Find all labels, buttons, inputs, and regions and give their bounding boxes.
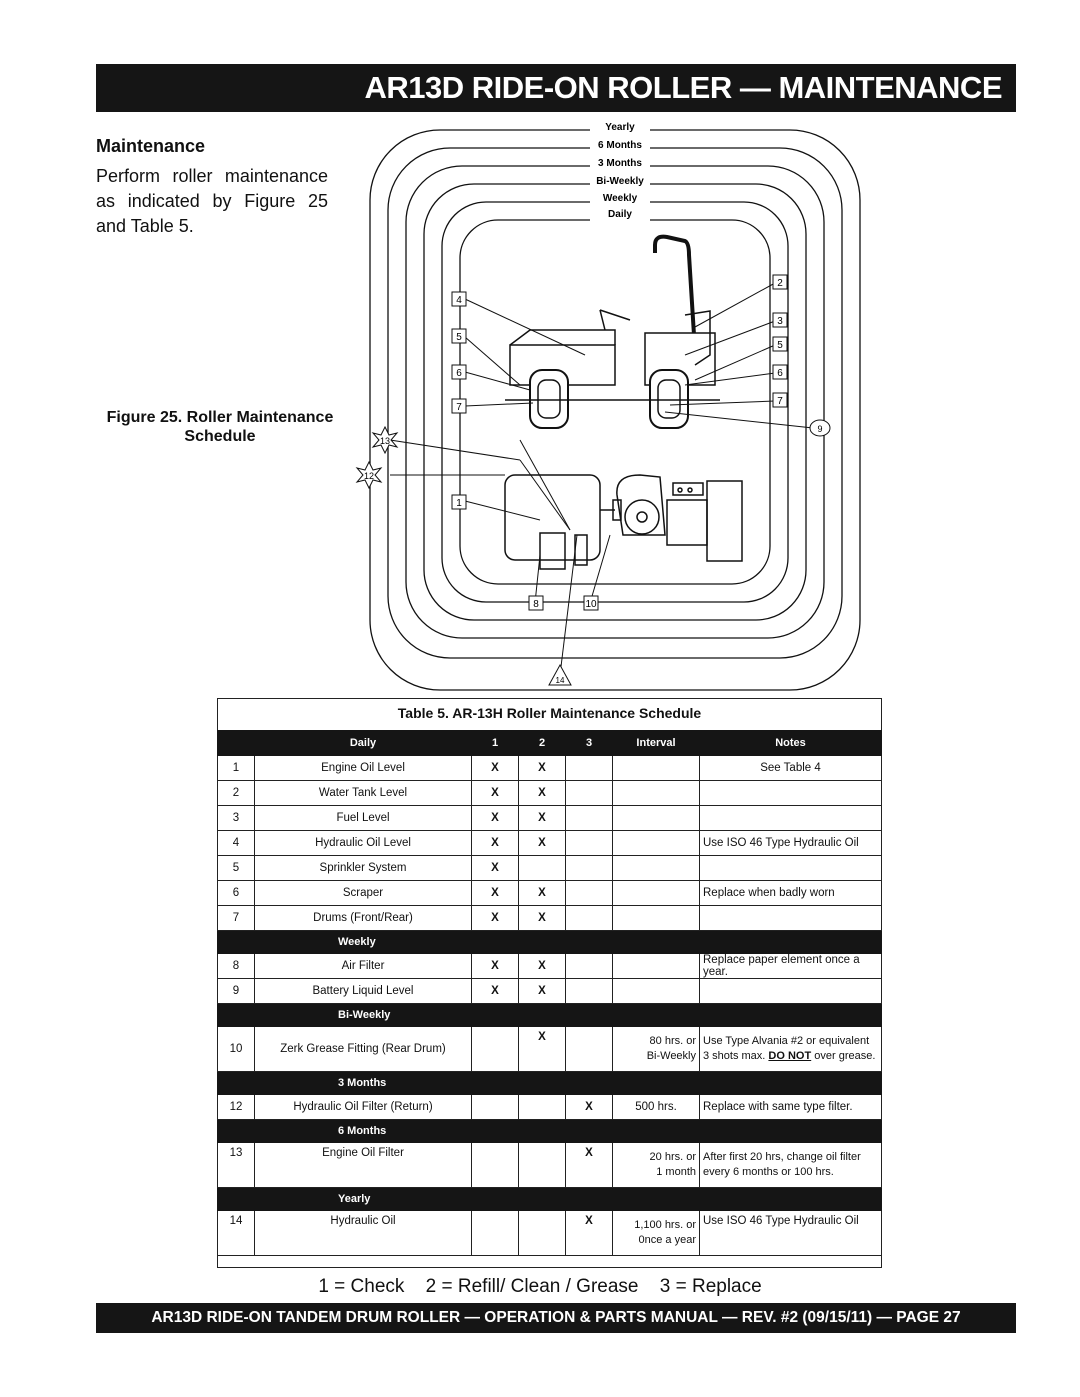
- ring-label-yearly: Yearly: [605, 122, 635, 133]
- header-daily: Daily: [255, 731, 472, 756]
- callout-2: [773, 275, 787, 289]
- table-row: 6 Scraper X X Replace when badly worn: [218, 881, 882, 906]
- table-row: 2 Water Tank Level X X: [218, 781, 882, 806]
- callout-5-right: [773, 337, 787, 351]
- table-header-row: [218, 731, 882, 756]
- section-band-bi-weekly: Bi-Weekly: [218, 1004, 882, 1027]
- svg-text:5: 5: [456, 332, 462, 343]
- svg-text:10: 10: [585, 599, 597, 610]
- svg-text:13: 13: [379, 436, 391, 446]
- header-col-1: 1: [472, 731, 519, 756]
- callout-6: [452, 365, 466, 379]
- svg-text:2: 2: [777, 278, 783, 289]
- table-row: 9 Battery Liquid Level X X: [218, 979, 882, 1004]
- figure-caption-line1: Figure 25. Roller Maintenance: [106, 409, 334, 426]
- callout-1: [452, 495, 466, 509]
- svg-text:12: 12: [363, 471, 375, 481]
- callout-10: [810, 420, 830, 436]
- callout-14: [549, 665, 571, 685]
- header-col-3: 3: [566, 731, 613, 756]
- maintenance-schedule-diagram: [355, 115, 875, 695]
- callout-8: [529, 596, 543, 610]
- maintenance-schedule-table: [217, 730, 882, 1256]
- section-band-3-months: 3 Months: [218, 1072, 882, 1095]
- table-row: 5 Sprinkler System X: [218, 856, 882, 881]
- table-row: 4 Hydraulic Oil Level X X Use ISO 46 Type Hydraulic Oil: [218, 831, 882, 856]
- legend-refill: 2 = Refill/ Clean / Grease: [425, 1276, 639, 1297]
- svg-text:6: 6: [777, 368, 783, 379]
- header-notes: Notes: [700, 731, 882, 756]
- svg-text:14: 14: [555, 676, 565, 685]
- page-header: [96, 64, 1016, 112]
- table-row: 1 Engine Oil Level X X See Table 4: [218, 756, 882, 781]
- svg-text:7: 7: [777, 396, 783, 407]
- page-title: AR13D RIDE-ON ROLLER — MAINTENANCE: [364, 70, 1002, 105]
- table-row: 14 Hydraulic Oil X 1,100 hrs. or 0nce a year Use ISO 46 Type Hydraulic Oil: [218, 1211, 882, 1256]
- figure-caption-line2: Schedule: [184, 428, 256, 445]
- header-col-2: 2: [519, 731, 566, 756]
- table-row: 12 Hydraulic Oil Filter (Return) X 500 hrs. Replace with same type filter.: [218, 1095, 882, 1120]
- page-footer: [96, 1303, 1016, 1333]
- table-row: 8 Air Filter X X Replace paper element once a year.: [218, 954, 882, 979]
- callout-7: [452, 399, 466, 413]
- ring-label-3-months: 3 Months: [598, 158, 642, 169]
- footer-text: AR13D RIDE-ON TANDEM DRUM ROLLER — OPERATION & PARTS MANUAL — REV. #2 (09/15/11) — PAGE 27: [151, 1309, 961, 1326]
- ring-daily: [460, 220, 770, 584]
- section-band-yearly: Yearly: [218, 1188, 882, 1211]
- table-row: 10 Zerk Grease Fitting (Rear Drum) X 80 hrs. or Bi-Weekly Use Type Alvania #2 or equivalent 3 shots max. DO NOT over grease.: [218, 1027, 882, 1072]
- callout-13: [373, 427, 397, 453]
- legend-check: 1 = Check: [318, 1276, 405, 1297]
- svg-text:4: 4: [456, 295, 462, 306]
- table-row: 13 Engine Oil Filter X 20 hrs. or 1 month After first 20 hrs, change oil filter every 6 months or 100 hrs.: [218, 1143, 882, 1188]
- intro-paragraph: Perform roller maintenance as indicated by Figure 25 and Table 5.: [96, 166, 328, 236]
- table-legend: [0, 1276, 1080, 1298]
- ring-label-daily: Daily: [608, 209, 632, 220]
- svg-text:9: 9: [817, 424, 823, 434]
- section-heading: Maintenance: [96, 136, 206, 156]
- callout-9: [584, 596, 598, 610]
- table-caption: Table 5. AR-13H Roller Maintenance Schedule: [397, 705, 702, 721]
- section-band-weekly: Weekly: [218, 931, 882, 954]
- section-band-6-months: 6 Months: [218, 1120, 882, 1143]
- callout-6-right: [773, 365, 787, 379]
- figure-caption: [96, 408, 344, 446]
- ring-label-weekly: Weekly: [602, 193, 638, 204]
- svg-text:5: 5: [777, 340, 783, 351]
- svg-text:8: 8: [533, 599, 539, 610]
- header-interval: Interval: [613, 731, 700, 756]
- svg-text:7: 7: [456, 402, 462, 413]
- svg-text:1: 1: [456, 498, 462, 509]
- table-row: 7 Drums (Front/Rear) X X: [218, 906, 882, 931]
- callout-7-right: [773, 393, 787, 407]
- callout-4: [452, 292, 466, 306]
- svg-text:3: 3: [777, 316, 783, 327]
- ring-label-bi-weekly: Bi-Weekly: [596, 176, 644, 187]
- callout-3: [773, 313, 787, 327]
- legend-replace: 3 = Replace: [659, 1276, 762, 1297]
- callout-5: [452, 329, 466, 343]
- ring-label-6-months: 6 Months: [598, 140, 642, 151]
- table-row: 3 Fuel Level X X: [218, 806, 882, 831]
- callout-12: [357, 462, 381, 488]
- svg-text:6: 6: [456, 368, 462, 379]
